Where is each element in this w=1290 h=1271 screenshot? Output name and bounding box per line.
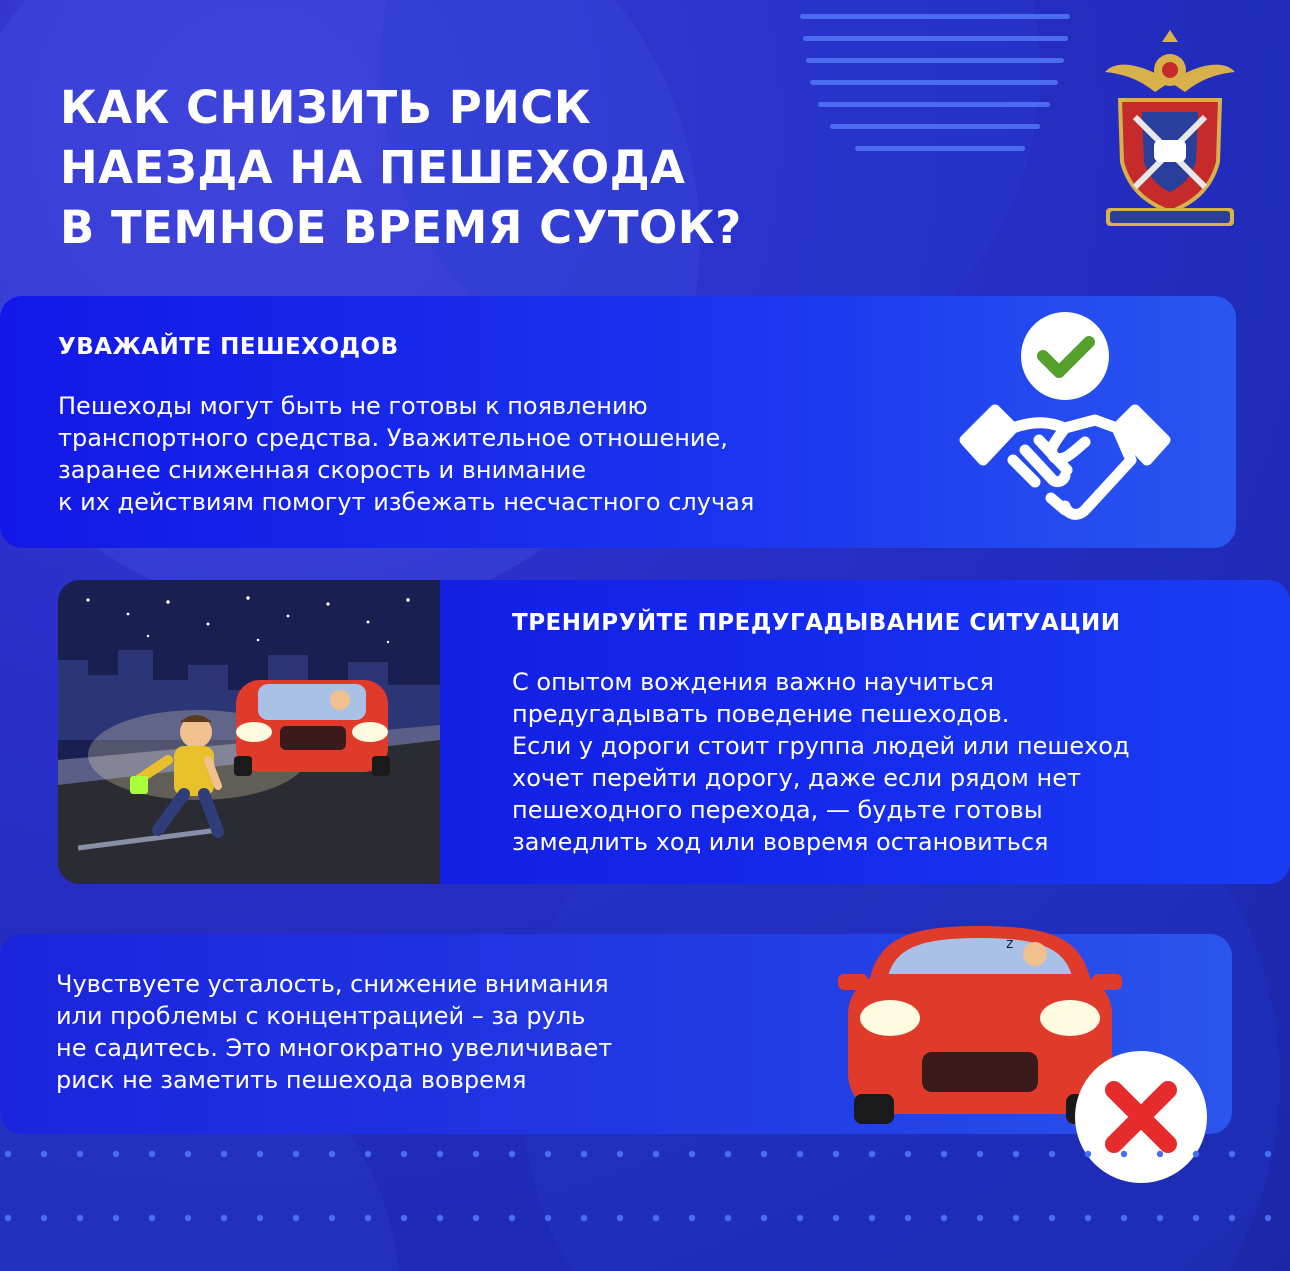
decorative-dot [761, 1151, 767, 1157]
decorative-dot [329, 1151, 335, 1157]
decorative-dot [221, 1215, 227, 1221]
body-line: пешеходного перехода, — будьте готовы [512, 796, 1043, 824]
decorative-dot [797, 1151, 803, 1157]
decorative-dot [1265, 1151, 1271, 1157]
decorative-dot [869, 1151, 875, 1157]
decorative-dot [77, 1151, 83, 1157]
body-line: Если у дороги стоит группа людей или пешеход [512, 732, 1130, 760]
decorative-dot [1229, 1151, 1235, 1157]
decorative-dot [473, 1215, 479, 1221]
body-line: замедлить ход или вовремя остановиться [512, 828, 1049, 856]
decorative-dot [1013, 1151, 1019, 1157]
decorative-dot [941, 1151, 947, 1157]
body-line: Пешеходы могут быть не готовы к появлению [58, 392, 648, 420]
decorative-dot [797, 1215, 803, 1221]
decorative-dot [401, 1151, 407, 1157]
decorative-dot [113, 1215, 119, 1221]
decorative-dot [761, 1215, 767, 1221]
decorative-dot [41, 1215, 47, 1221]
body-line: заранее сниженная скорость и внимание [58, 456, 587, 484]
decorative-dot [689, 1151, 695, 1157]
decorative-dot [1265, 1215, 1271, 1221]
decorative-dot [401, 1215, 407, 1221]
decorative-dots [0, 1212, 1290, 1224]
decorative-dot [725, 1215, 731, 1221]
decorative-dot [221, 1151, 227, 1157]
decorative-dot [833, 1151, 839, 1157]
decorative-dot [5, 1215, 11, 1221]
page-title [60, 78, 742, 258]
body-line: предугадывать поведение пешеходов. [512, 700, 1010, 728]
section-body [58, 390, 754, 518]
decorative-dot [617, 1215, 623, 1221]
handshake-check-icon [955, 310, 1175, 535]
decorative-dot [293, 1151, 299, 1157]
decorative-dot [581, 1215, 587, 1221]
decorative-dot [941, 1215, 947, 1221]
body-line: хочет перейти дорогу, даже если рядом нет [512, 764, 1081, 792]
decorative-dot [509, 1215, 515, 1221]
body-line: риск не заметить пешехода вовремя [56, 1066, 527, 1094]
decorative-dot [473, 1151, 479, 1157]
decorative-dot [1085, 1215, 1091, 1221]
decorative-dot [185, 1215, 191, 1221]
decorative-dot [77, 1215, 83, 1221]
decorative-dot [1157, 1215, 1163, 1221]
decorative-dot [149, 1215, 155, 1221]
decorative-dot [437, 1215, 443, 1221]
body-line: С опытом вождения важно научиться [512, 668, 994, 696]
decorative-dot [977, 1215, 983, 1221]
svg-text:z: z [1006, 936, 1014, 952]
body-line: транспортного средства. Уважительное отношение, [58, 424, 728, 452]
decorative-dot [1157, 1151, 1163, 1157]
title-line: В ТЕМНОЕ ВРЕМЯ СУТОК? [60, 201, 742, 254]
decorative-dot [257, 1215, 263, 1221]
decorative-dot [113, 1151, 119, 1157]
decorative-dot [905, 1151, 911, 1157]
decorative-dot [1121, 1151, 1127, 1157]
night-road-pedestrian-illustration [58, 580, 440, 884]
decorative-dot [905, 1215, 911, 1221]
decorative-dot [869, 1215, 875, 1221]
decorative-dot [581, 1151, 587, 1157]
decorative-dot [329, 1215, 335, 1221]
decorative-dot [1013, 1215, 1019, 1221]
decorative-dot [365, 1151, 371, 1157]
decorative-dot [257, 1151, 263, 1157]
decorative-dot [1085, 1151, 1091, 1157]
decorative-dot [833, 1215, 839, 1221]
decorative-dot [1193, 1215, 1199, 1221]
decorative-dot [293, 1215, 299, 1221]
decorative-dot [653, 1151, 659, 1157]
body-line: не садитесь. Это многократно увеличивает [56, 1034, 613, 1062]
decorative-dot [365, 1215, 371, 1221]
decorative-dot [509, 1151, 515, 1157]
decorative-dot [653, 1215, 659, 1221]
police-emblem-icon [1100, 22, 1240, 237]
decorative-dot [545, 1215, 551, 1221]
decorative-dot [437, 1151, 443, 1157]
section-heading: ТРЕНИРУЙТЕ ПРЕДУГАДЫВАНИЕ СИТУАЦИИ [512, 610, 1121, 636]
decorative-dot [725, 1151, 731, 1157]
decorative-dot [149, 1151, 155, 1157]
title-line: КАК СНИЗИТЬ РИСК [60, 81, 592, 134]
cross-icon [1072, 1048, 1210, 1186]
decorative-dot [1121, 1215, 1127, 1221]
decorative-dot [1049, 1215, 1055, 1221]
decorative-dot [1229, 1215, 1235, 1221]
section-body [56, 968, 612, 1096]
decorative-dot [1193, 1151, 1199, 1157]
decorative-stripes [800, 14, 1080, 168]
decorative-dot [5, 1151, 11, 1157]
decorative-dot [977, 1151, 983, 1157]
decorative-dot [1049, 1151, 1055, 1157]
section-body [512, 666, 1130, 858]
decorative-dot [185, 1151, 191, 1157]
decorative-dots [0, 1148, 1290, 1160]
decorative-dot [617, 1151, 623, 1157]
body-line: к их действиям помогут избежать несчастного случая [58, 488, 755, 516]
body-line: Чувствуете усталость, снижение внимания [56, 970, 609, 998]
decorative-dot [545, 1151, 551, 1157]
section-heading: УВАЖАЙТЕ ПЕШЕХОДОВ [58, 334, 399, 360]
title-line: НАЕЗДА НА ПЕШЕХОДА [60, 141, 686, 194]
decorative-dot [41, 1151, 47, 1157]
decorative-dot [689, 1215, 695, 1221]
body-line: или проблемы с концентрацией – за руль [56, 1002, 586, 1030]
